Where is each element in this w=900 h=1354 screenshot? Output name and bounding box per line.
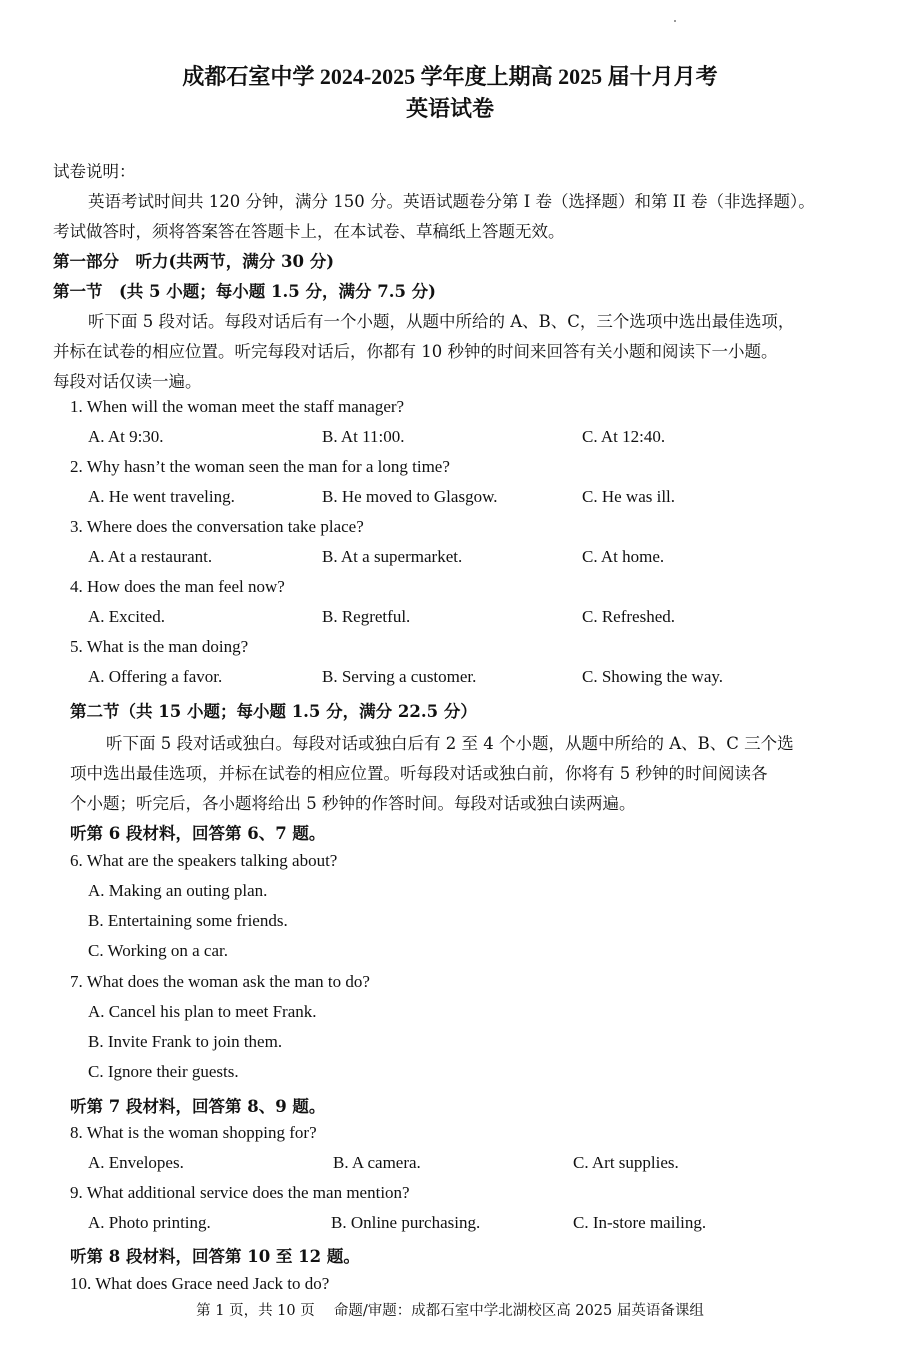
material-8-heading: 听第 8 段材料，回答第 10 至 12 题。 [70,1247,360,1266]
exam-subtitle: 英语试卷 [405,96,494,121]
q3-option-c: C. At home. [582,547,665,566]
q8-option-c: C. Art supplies. [573,1153,679,1172]
q7-option-a: A. Cancel his plan to meet Frank. [88,1002,317,1021]
q8-option-a: A. Envelopes. [88,1153,184,1172]
question-9: 9. What additional service does the man mention? [70,1183,410,1202]
section1-desc-3: 每段对话仅读一遍。 [53,372,202,391]
section2-heading: 第二节（共 15 小题；每小题 1.5 分，满分 22.5 分） [70,702,477,721]
q5-option-b: B. Serving a customer. [322,667,477,686]
scan-speck [674,20,676,22]
part1-heading: 第一部分 听力(共两节，满分 30 分) [53,252,335,271]
instructions-text-1: 英语考试时间共 120 分钟，满分 150 分。英语试题卷分第 I 卷（选择题）和第 II 卷（非选择题）。 [88,192,815,211]
q4-option-b: B. Regretful. [322,607,411,626]
question-2: 2. Why hasn’t the woman seen the man for a long time? [70,457,450,476]
q4-option-c: C. Refreshed. [582,607,676,626]
q2-option-b: B. He moved to Glasgow. [322,487,498,506]
q2-option-c: C. He was ill. [582,487,676,506]
q5-option-a: A. Offering a favor. [88,667,223,686]
question-4: 4. How does the man feel now? [70,577,285,596]
q3-option-a: A. At a restaurant. [88,547,213,566]
section1-desc-2: 并标在试卷的相应位置。听完每段对话后，你都有 10 秒钟的时间来回答有关小题和阅读下一小题。 [53,342,778,361]
question-1: 1. When will the woman meet the staff manager? [70,397,405,416]
q9-option-c: C. In-store mailing. [573,1213,707,1232]
question-7: 7. What does the woman ask the man to do? [70,972,370,991]
q2-option-a: A. He went traveling. [88,487,235,506]
exam-title: 成都石室中学 2024-2025 学年度上期高 2025 届十月月考 [182,64,718,89]
section1-heading: 第一节 (共 5 小题；每小题 1.5 分，满分 7.5 分) [53,282,436,301]
q6-option-b: B. Entertaining some friends. [88,911,288,930]
section1-desc-1: 听下面 5 段对话。每段对话后有一个小题，从题中所给的 A、B、C，三个选项中选出最佳选项， [88,312,795,331]
q9-option-a: A. Photo printing. [88,1213,211,1232]
q1-option-a: A. At 9:30. [88,427,164,446]
q4-option-a: A. Excited. [88,607,165,626]
instructions-label: 试卷说明： [53,162,136,181]
section2-desc-1: 听下面 5 段对话或独白。每段对话或独白后有 2 至 4 个小题，从题中所给的 A、B、C 三个选 [106,734,794,753]
q8-option-b: B. A camera. [333,1153,421,1172]
section2-desc-3: 个小题；听完后，各小题将给出 5 秒钟的作答时间。每段对话或独白读两遍。 [70,794,636,813]
q6-option-c: C. Working on a car. [88,941,228,960]
q9-option-b: B. Online purchasing. [331,1213,481,1232]
q7-option-c: C. Ignore their guests. [88,1062,239,1081]
instructions-text-2: 考试做答时，须将答案答在答题卡上，在本试卷、草稿纸上答题无效。 [53,222,565,241]
q7-option-b: B. Invite Frank to join them. [88,1032,283,1051]
question-8: 8. What is the woman shopping for? [70,1123,317,1142]
page-footer: 第 1 页，共 10 页 命题/审题：成都石室中学北湖校区高 2025 届英语备课组 [196,1303,704,1319]
question-10: 10. What does Grace need Jack to do? [70,1274,330,1293]
question-5: 5. What is the man doing? [70,637,249,656]
question-3: 3. Where does the conversation take place? [70,517,364,536]
material-7-heading: 听第 7 段材料，回答第 8、9 题。 [70,1097,326,1116]
material-6-heading: 听第 6 段材料，回答第 6、7 题。 [70,824,326,843]
q5-option-c: C. Showing the way. [582,667,724,686]
q1-option-b: B. At 11:00. [322,427,405,446]
question-6: 6. What are the speakers talking about? [70,851,338,870]
section2-desc-2: 项中选出最佳选项，并标在试卷的相应位置。听每段对话或独白前，你将有 5 秒钟的时间阅读各 [70,764,768,783]
q3-option-b: B. At a supermarket. [322,547,463,566]
q6-option-a: A. Making an outing plan. [88,881,268,900]
q1-option-c: C. At 12:40. [582,427,666,446]
